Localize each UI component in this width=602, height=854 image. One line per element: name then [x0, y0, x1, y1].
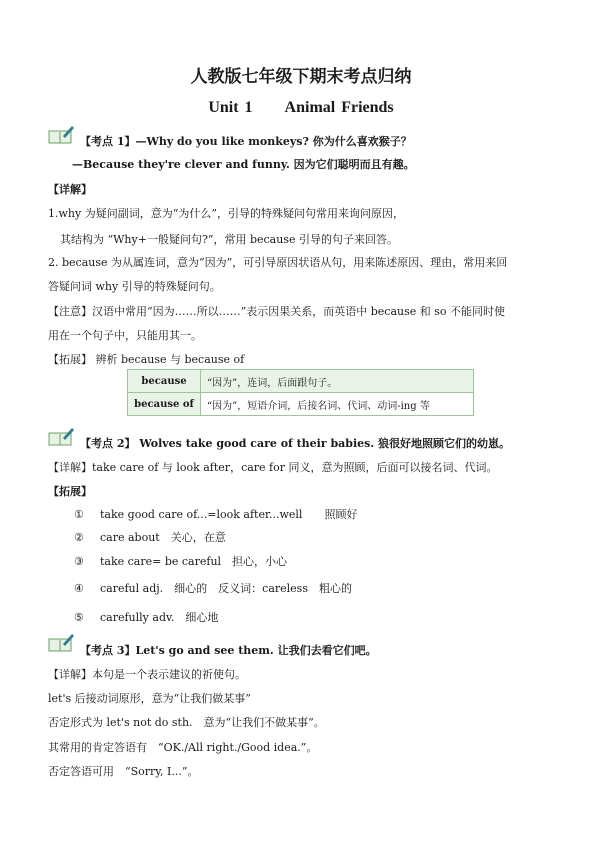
point3-detail: 【详解】本句是一个表示建议的祈使句。 — [48, 668, 246, 681]
table-value: “因为”，短语介词，后接名词、代词、动词-ing 等 — [201, 393, 474, 416]
point1-detail-2: 2. because 为从属连词，意为“因为”，可引导原因状语从句，用来陈述原因、理由，常用来回 — [48, 256, 508, 269]
point1-detail-2b: 答疑问词 why 引导的特殊疑问句。 — [48, 280, 221, 293]
table-key: because — [128, 370, 201, 393]
point1-detail-1b: 其结构为 “Why+一般疑问句?”，常用 because 引导的句子来回答。 — [60, 233, 398, 246]
point2-detail: 【详解】take care of 与 look after，care for 同义，意为照顾，后面可以接名词、代词。 — [48, 461, 498, 474]
table-row — [128, 393, 474, 416]
point1-heading: 【考点 1】—Why do you like monkeys? 你为什么喜欢猴子？ — [80, 135, 412, 148]
list-number: ⑤ — [74, 611, 84, 624]
list-item — [74, 609, 218, 625]
point2-extension-label: 【拓展】 — [48, 485, 92, 498]
page-title: 人教版七年级下期末考点归纳 — [190, 67, 412, 87]
list-item — [74, 529, 226, 545]
comparison-table — [127, 369, 474, 416]
list-number: ③ — [74, 555, 84, 568]
list-text: careful adj. 细心的 反义词：careless 粗心的 — [100, 582, 352, 595]
list-item — [74, 553, 287, 569]
point1-detail-1: 1.why 为疑问副词，意为“为什么”，引导的特殊疑问句常用来询问原因， — [48, 207, 404, 220]
list-number: ① — [74, 508, 84, 521]
list-text: carefully adv. 细心地 — [100, 611, 219, 624]
point3-line-1: let's 后接动词原形，意为“让我们做某事” — [48, 692, 251, 705]
point1-extension: 【拓展】 辨析 because 与 because of — [48, 353, 245, 366]
point3-line-3: 其常用的肯定答语有 “OK./All right./Good idea.”。 — [48, 741, 318, 754]
list-text: care about 关心，在意 — [100, 531, 226, 544]
point1-detail-label: 【详解】 — [48, 183, 92, 196]
book-pencil-icon — [48, 632, 74, 652]
point1-note: 【注意】汉语中常用“因为……所以……”表示因果关系，而英语中 because 和 so 不能同时使 — [48, 305, 506, 318]
list-number: ② — [74, 531, 84, 544]
list-text: take good care of...=look after...well 照顾好 — [100, 508, 358, 521]
point2-heading: 【考点 2】 Wolves take good care of their babies. 狼很好地照顾它们的幼崽。 — [80, 437, 511, 450]
book-pencil-icon — [48, 124, 74, 144]
point3-line-4: 否定答语可用 “Sorry, I...”。 — [48, 765, 199, 778]
list-item — [74, 580, 352, 596]
point1-note-b: 用在一个句子中，只能用其一。 — [48, 329, 202, 342]
point3-line-2: 否定形式为 let's not do sth. 意为“让我们不做某事”。 — [48, 716, 325, 729]
list-number: ④ — [74, 582, 84, 595]
point3-heading: 【考点 3】Let's go and see them. 让我们去看它们吧。 — [80, 644, 377, 657]
book-pencil-icon — [48, 426, 74, 446]
unit-subtitle: Unit 1 Animal Friends — [208, 99, 394, 116]
point1-answer: —Because they're clever and funny. 因为它们聪明而且有趣。 — [72, 158, 415, 171]
table-value: “因为”，连词，后面跟句子。 — [201, 370, 474, 393]
table-row — [128, 370, 474, 393]
table-key: because of — [128, 393, 201, 416]
list-item — [74, 506, 357, 522]
list-text: take care= be careful 担心，小心 — [100, 555, 288, 568]
